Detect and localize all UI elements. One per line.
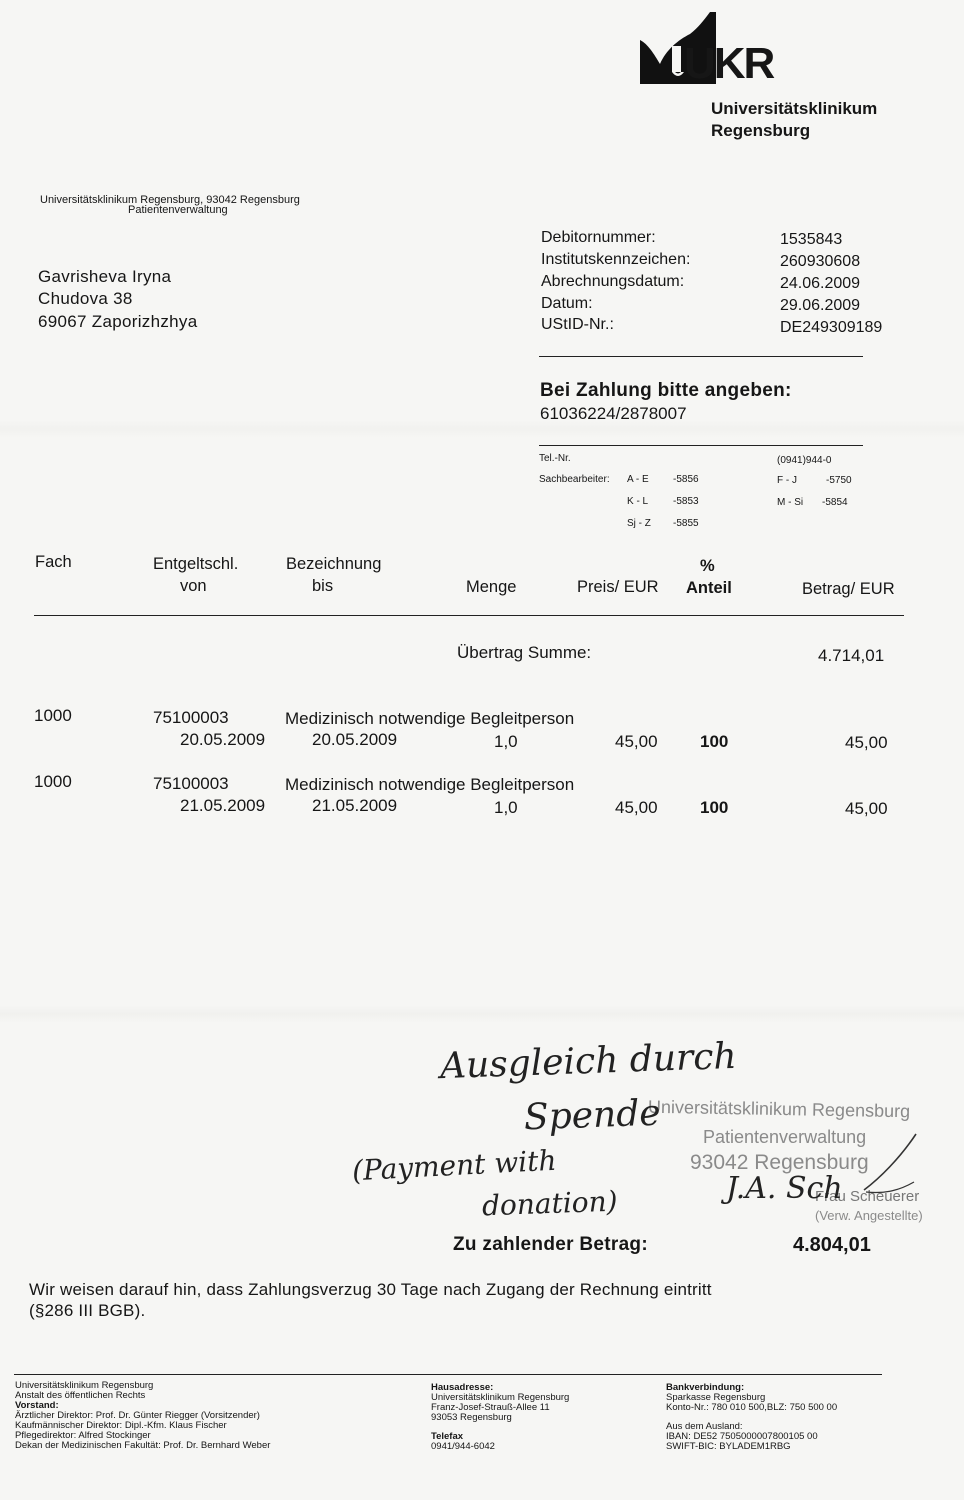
footer-text: Universitätsklinikum Regensburg — [15, 1380, 154, 1391]
footer-heading: Bankverbindung: — [666, 1382, 745, 1393]
payment-notice-line2: (§286 III BGB). — [29, 1301, 146, 1320]
footer-text: Ärztlicher Direktor: Prof. Dr. Günter Riegger (Vorsitzender) — [15, 1410, 260, 1421]
recipient-street: Chudova 38 — [38, 289, 133, 308]
meta-value: 1535843 — [780, 231, 843, 248]
header-menge: Menge — [466, 578, 517, 596]
row-quantity: 1,0 — [494, 798, 518, 817]
clerk-extension: -5853 — [673, 496, 699, 507]
row-quantity: 1,0 — [494, 732, 518, 751]
clerk-range: Sj - Z — [627, 518, 651, 529]
ukr-logo-initials: UKR — [684, 39, 774, 88]
meta-value: 24.06.2009 — [780, 275, 861, 292]
paper-fold — [0, 420, 964, 438]
total-value: 4.804,01 — [793, 1234, 871, 1256]
payment-reference-value: 61036224/2878007 — [540, 404, 687, 423]
payment-reference-label: Bei Zahlung bitte angeben: — [540, 380, 792, 401]
total-label: Zu zahlender Betrag: — [453, 1234, 648, 1255]
sender-line: Universitätsklinikum Regensburg, 93042 Regensburg — [40, 194, 300, 206]
sender-department: Patientenverwaltung — [128, 204, 228, 216]
row-date-to: 20.05.2009 — [312, 730, 398, 749]
footer-text: SWIFT-BIC: BYLADEM1RBG — [666, 1441, 791, 1452]
footer-text: Konto-Nr.: 780 010 500,BLZ: 750 500 00 — [666, 1402, 838, 1413]
clerk-range: F - J — [777, 475, 797, 486]
footer-text: Universitätsklinikum Regensburg — [431, 1392, 570, 1403]
row-description: Medizinisch notwendige Begleitperson — [285, 775, 575, 794]
row-share: 100 — [700, 798, 729, 817]
meta-label: Debitornummer: — [541, 229, 656, 246]
footer-divider — [14, 1374, 882, 1375]
clerk-label: Sachbearbeiter: — [539, 474, 610, 485]
row-code: 75100003 — [153, 708, 229, 727]
meta-label: Institutskennzeichen: — [541, 251, 691, 268]
header-preis: Preis/ EUR — [577, 578, 659, 596]
handwriting-line3: (Payment with — [351, 1143, 558, 1188]
row-share: 100 — [700, 732, 729, 751]
clerk-extension: -5856 — [673, 474, 699, 485]
header-betrag: Betrag/ EUR — [802, 580, 895, 598]
meta-value: DE249309189 — [780, 319, 883, 336]
recipient-name: Gavrisheva Iryna — [38, 267, 172, 286]
footer-text: Aus dem Ausland: — [666, 1421, 743, 1432]
header-entgeltschluessel: Entgeltschl. — [153, 555, 239, 573]
signature-flourish-icon — [860, 1128, 920, 1198]
footer-text: IBAN: DE52 7505000007800105 00 — [666, 1431, 818, 1442]
footer-text: Dekan der Medizinischen Fakultät: Prof. Dr. Bernhard Weber — [15, 1440, 271, 1451]
footer-text: Anstalt des öffentlichen Rechts — [15, 1390, 146, 1401]
row-price: 45,00 — [615, 798, 658, 817]
divider — [539, 356, 863, 357]
meta-label: Abrechnungsdatum: — [541, 273, 685, 290]
clerk-extension: -5855 — [673, 518, 699, 529]
footer-text: Kaufmännischer Direktor: Dipl.-Kfm. Klaus Fischer — [15, 1420, 227, 1431]
row-amount: 45,00 — [845, 733, 888, 752]
meta-label: UStID-Nr.: — [541, 316, 614, 333]
header-bezeichnung: Bezeichnung — [286, 555, 382, 573]
brand-name-line1: Universitätsklinikum — [711, 99, 878, 118]
footer-text: Franz-Josef-Strauß-Allee 11 — [431, 1402, 550, 1413]
header-von: von — [180, 577, 207, 595]
row-price: 45,00 — [615, 732, 658, 751]
clerk-extension: -5750 — [826, 475, 852, 486]
row-description: Medizinisch notwendige Begleitperson — [285, 709, 575, 728]
row-date-from: 20.05.2009 — [180, 730, 266, 749]
carryover-label: Übertrag Summe: — [457, 643, 592, 662]
footer-text: Vorstand: — [15, 1400, 59, 1411]
row-fach: 1000 — [34, 706, 72, 725]
header-fach: Fach — [35, 553, 72, 571]
recipient-city: 69067 Zaporizhzhya — [38, 312, 198, 331]
carryover-value: 4.714,01 — [818, 646, 885, 665]
row-date-from: 21.05.2009 — [180, 796, 266, 815]
stamp-line2: Patientenverwaltung — [703, 1127, 867, 1147]
stamp-line3: 93042 Regensburg — [690, 1151, 869, 1174]
stamp-line4: Frau Scheuerer — [815, 1188, 920, 1205]
clerk-range: A - E — [627, 474, 649, 485]
stamp-line5: (Verw. Angestellte) — [815, 1208, 923, 1223]
header-anteil: Anteil — [686, 579, 732, 597]
paper-fold — [0, 1005, 964, 1023]
tel-value: (0941)944-0 — [777, 455, 832, 466]
footer-text: 93053 Regensburg — [431, 1412, 512, 1423]
footer-heading: Hausadresse: — [431, 1382, 494, 1393]
payment-notice-line1: Wir weisen darauf hin, dass Zahlungsverzug 30 Tage nach Zugang der Rechnung eintritt — [29, 1280, 712, 1299]
handwriting-line4: donation) — [481, 1184, 619, 1223]
table-header-divider — [34, 615, 904, 616]
clerk-range: K - L — [627, 496, 649, 507]
clerk-extension: -5854 — [822, 497, 848, 508]
tel-label: Tel.-Nr. — [539, 453, 571, 464]
footer-text: Sparkasse Regensburg — [666, 1392, 766, 1403]
footer-heading: Telefax — [431, 1431, 464, 1442]
footer-text: 0941/944-6042 — [431, 1441, 495, 1452]
header-bis: bis — [312, 577, 334, 595]
row-amount: 45,00 — [845, 799, 888, 818]
handwriting-line2: Spende — [523, 1092, 662, 1139]
footer-text: Pflegedirektor: Alfred Stockinger — [15, 1430, 151, 1441]
brand-name-line2: Regensburg — [711, 121, 811, 140]
meta-label: Datum: — [541, 295, 593, 312]
row-fach: 1000 — [34, 772, 72, 791]
row-date-to: 21.05.2009 — [312, 796, 398, 815]
row-code: 75100003 — [153, 774, 229, 793]
clerk-range: M - Si — [777, 497, 804, 508]
stamp-line1: Universitätsklinikum Regensburg — [647, 1096, 911, 1122]
signature: J.A. Sch — [726, 1171, 843, 1206]
meta-value: 260930608 — [780, 253, 861, 270]
meta-value: 29.06.2009 — [780, 297, 861, 314]
header-percent: % — [700, 557, 715, 575]
divider — [539, 445, 863, 446]
handwriting-line1: Ausgleich durch — [439, 1035, 738, 1088]
